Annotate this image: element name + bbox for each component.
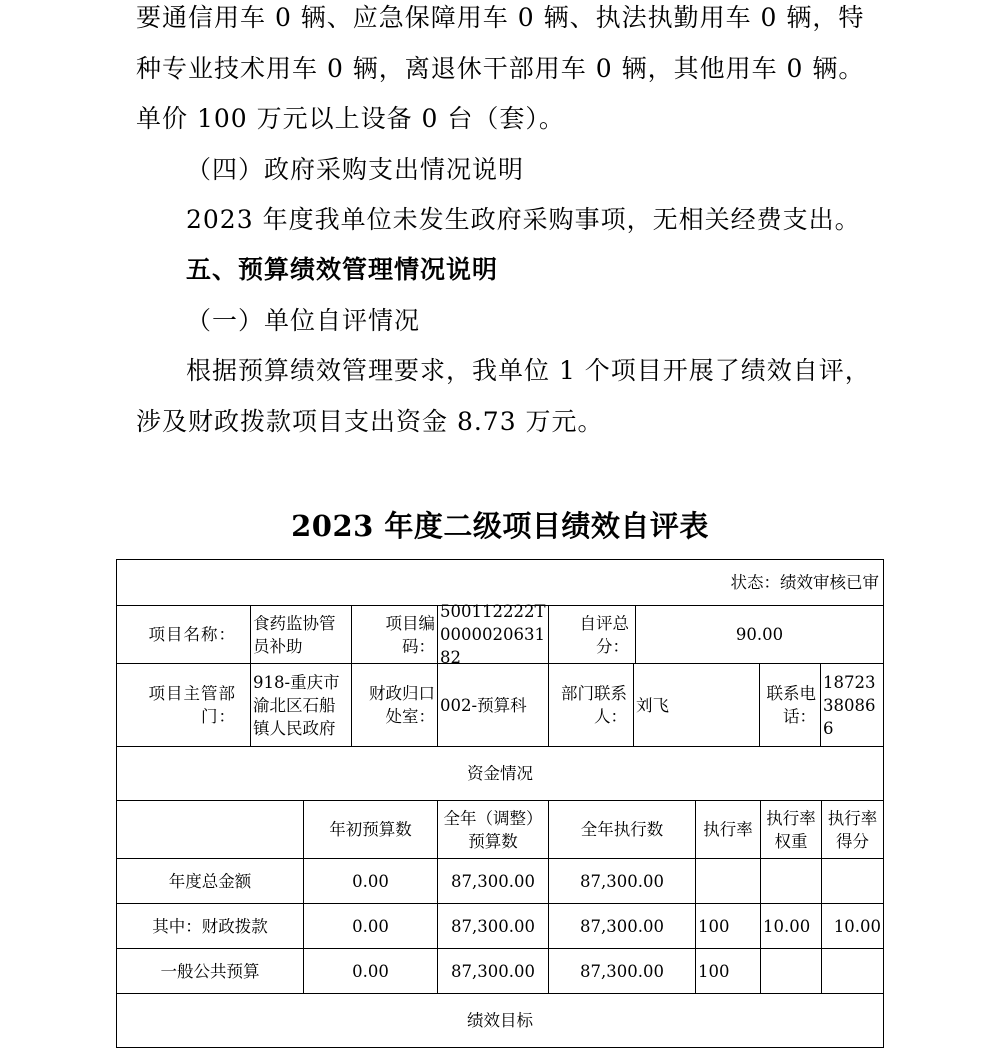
goals-section-header: 绩效目标: [116, 993, 884, 1048]
cell-score: [821, 948, 884, 994]
project-name-label: 项目名称：: [116, 605, 251, 664]
cell-weight: [760, 858, 822, 904]
cell-executed: 87,300.00: [548, 858, 696, 904]
cell-weight: 10.00: [760, 903, 822, 949]
phone-label: 联系电话：: [759, 663, 821, 747]
status-cell: 状态：绩效审核已审: [116, 559, 884, 606]
subsection-heading-self-eval: （一）单位自评情况: [186, 306, 421, 335]
body-line-self-eval-1: 根据预算绩效管理要求，我单位 1 个项目开展了绩效自评，: [186, 356, 871, 385]
header-blank: [116, 800, 304, 859]
project-code-value: 500112222T000002063182: [437, 605, 549, 664]
score-label: 自评总分：: [548, 605, 636, 664]
office-value: 002-预算科: [437, 663, 549, 747]
row-label: 年度总金额: [116, 858, 304, 904]
phone-value: 18723380866: [820, 663, 884, 747]
section-heading-performance: 五、预算绩效管理情况说明: [186, 255, 499, 284]
body-line-1: 要通信用车 0 辆、应急保障用车 0 辆、执法执勤用车 0 辆，特: [136, 3, 865, 32]
cell-score: [821, 858, 884, 904]
cell-rate: 100: [695, 903, 761, 949]
cell-adjusted: 87,300.00: [437, 948, 549, 994]
funds-section-header: 资金情况: [116, 746, 884, 801]
cell-rate: [695, 858, 761, 904]
header-adjusted-budget: 全年（调整）预算数: [437, 800, 549, 859]
section-heading-procurement: （四）政府采购支出情况说明: [186, 155, 525, 184]
cell-executed: 87,300.00: [548, 948, 696, 994]
header-executed: 全年执行数: [548, 800, 696, 859]
body-line-3: 单价 100 万元以上设备 0 台（套）。: [136, 104, 565, 133]
row-label: 其中：财政拨款: [116, 903, 304, 949]
table-title: 2023 年度二级项目绩效自评表: [291, 509, 709, 543]
body-line-procurement: 2023 年度我单位未发生政府采购事项，无相关经费支出。: [186, 205, 861, 234]
cell-initial: 0.00: [303, 903, 438, 949]
cell-initial: 0.00: [303, 858, 438, 904]
score-value: 90.00: [635, 605, 884, 664]
cell-rate: 100: [695, 948, 761, 994]
header-weight: 执行率权重: [760, 800, 822, 859]
cell-initial: 0.00: [303, 948, 438, 994]
cell-adjusted: 87,300.00: [437, 903, 549, 949]
cell-executed: 87,300.00: [548, 903, 696, 949]
dept-label: 项目主管部门：: [116, 663, 251, 747]
body-line-self-eval-2: 涉及财政拨款项目支出资金 8.73 万元。: [136, 407, 604, 436]
row-label: 一般公共预算: [116, 948, 304, 994]
header-score: 执行率得分: [821, 800, 884, 859]
project-name-value: 食药监协管员补助: [250, 605, 352, 664]
project-code-label: 项目编码：: [351, 605, 438, 664]
body-line-2: 种专业技术用车 0 辆，离退休干部用车 0 辆，其他用车 0 辆。: [136, 54, 865, 83]
cell-score: 10.00: [821, 903, 884, 949]
cell-adjusted: 87,300.00: [437, 858, 549, 904]
header-rate: 执行率: [695, 800, 761, 859]
contact-label: 部门联系人：: [548, 663, 634, 747]
header-initial-budget: 年初预算数: [303, 800, 438, 859]
contact-value: 刘飞: [633, 663, 760, 747]
cell-weight: [760, 948, 822, 994]
dept-value: 918-重庆市渝北区石船镇人民政府: [250, 663, 352, 747]
performance-table: [116, 559, 884, 1054]
office-label: 财政归口处室：: [351, 663, 438, 747]
